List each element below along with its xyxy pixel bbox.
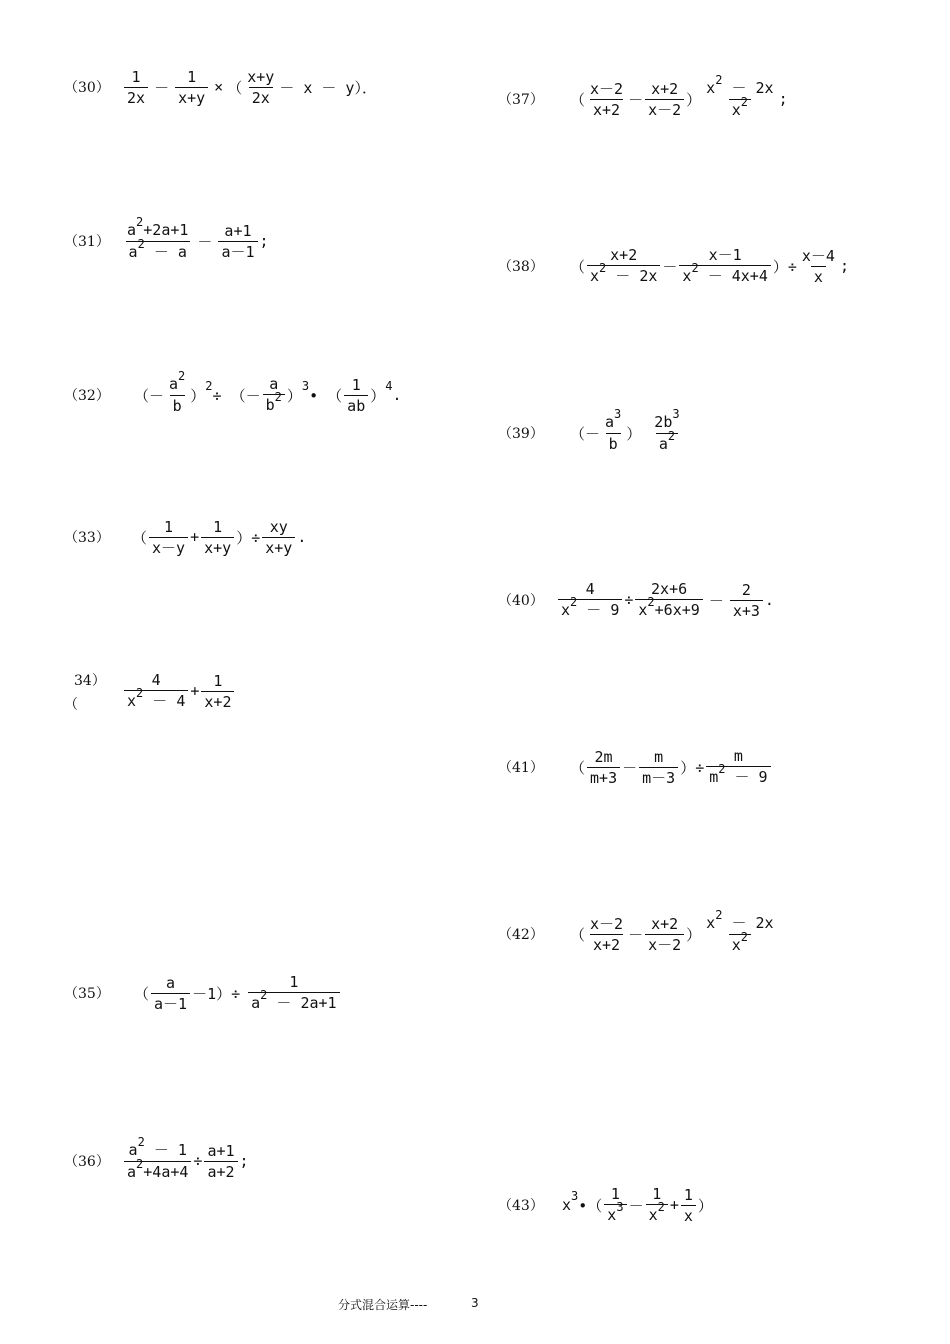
fraction: $\frac{x-2}{x+2}$ (590, 914, 624, 954)
problem-36 (64, 1126, 464, 1196)
fraction: $\frac{a^2 - 1}{a^2+4a+4}$ (124, 1140, 191, 1183)
problem-35 (64, 958, 464, 1028)
problem-expression: （－ $\frac{a^3}{b}$ ） $\frac{2b^3}{a^2}$ (570, 398, 685, 468)
problem-expression: $\frac{a^2+2a+1}{a^2 - a}$ － $\frac{a+1}{a-1}$ ; (122, 206, 269, 276)
problem-number: （30） (64, 80, 110, 96)
problem-number: （32） (64, 388, 110, 404)
fraction: $\frac{x^2 - 2x}{x^2}$ (706, 72, 774, 119)
problem-expression: （ $\frac{2m}{m+3}$ － $\frac{m}{m-3}$ ）÷ $\frac{m}{m^2 - 9}$ (570, 732, 773, 802)
problem-39 (498, 398, 918, 468)
fraction: $\frac{x+y}{2x}$ (247, 67, 275, 107)
fraction: $\frac{1}{x-y}$ (149, 517, 188, 558)
fraction: $\frac{a}{a-1}$ (151, 973, 190, 1014)
footer-title: 分式混合运算---- (338, 1298, 428, 1312)
fraction: $\frac{a^2+2a+1}{a^2 - a}$ (127, 214, 189, 261)
problem-number: （43） (498, 1198, 544, 1214)
problem-40 (498, 565, 918, 635)
fraction: $\frac{xy}{x+y}$ (262, 517, 295, 558)
fraction: $\frac{x-2}{x+2}$ (590, 79, 624, 119)
fraction: $\frac{a}{b^2}$ (263, 374, 285, 416)
fraction: $\frac{x+2}{x-2}$ (645, 914, 684, 955)
fraction: $\frac{2b^3}{a^2}$ (654, 406, 680, 453)
problem-expression: （ $\frac{x-2}{x+2}$ － $\frac{x+2}{x-2}$ ） $\frac{x^2 - 2x}{x^2}$ ; (570, 72, 788, 119)
problem-expression: $\frac{4}{x^2 - 4}$ + $\frac{1}{x+2}$ (122, 656, 236, 726)
problem-number: （35） (64, 986, 110, 1002)
problem-number: （38） (498, 259, 544, 275)
fraction: $\frac{1}{x+y}$ (175, 67, 208, 108)
fraction: $\frac{4}{x^2 - 9}$ (558, 579, 622, 621)
fraction: $\frac{1}{x+y}$ (201, 517, 234, 558)
fraction: $\frac{1}{x+2}$ (201, 671, 234, 712)
fraction: $\frac{2}{x+3}$ (730, 580, 763, 621)
fraction: $\frac{2m}{m+3}$ (587, 747, 620, 788)
fraction: $\frac{2x+6}{x^2+6x+9}$ (635, 579, 702, 621)
problem-30 (64, 52, 464, 122)
problem-34 (64, 656, 464, 726)
problem-41 (498, 732, 918, 802)
problem-38 (498, 231, 918, 301)
problem-31 (64, 206, 464, 276)
problem-number: （ (64, 697, 78, 713)
problem-expression: （ $\frac{x-2}{x+2}$ － $\frac{x+2}{x-2}$ ） $\frac{x^2 - 2x}{x^2}$ (570, 899, 779, 969)
fraction: $\frac{x-4}{x}$ (801, 246, 835, 286)
fraction: $\frac{x^2 - 2x}{x^2}$ (706, 907, 774, 954)
problem-37 (498, 64, 918, 134)
page-footer (0, 1296, 950, 1318)
problem-number: （40） (498, 593, 544, 609)
fraction: $\frac{x+2}{x-2}$ (645, 79, 684, 120)
problem-42 (498, 899, 918, 969)
fraction: $\frac{1}{2x}$ (124, 67, 148, 108)
problem-expression: $\frac{a^2 - 1}{a^2+4a+4}$ ÷ $\frac{a+1}{a+2}$ ; (122, 1126, 249, 1196)
fraction: $\frac{1}{x}$ (681, 1185, 696, 1226)
fraction: $\frac{x+2}{x^2 - 2x}$ (587, 245, 660, 287)
problem-expression: $\frac{1}{2x}$ － $\frac{1}{x+y}$ × （ $\frac{x+y}{2x}$ － x － y）． (122, 52, 377, 122)
fraction: $\frac{1}{x^2}$ (646, 1184, 668, 1226)
problem-expression: x 3 •（ $\frac{1}{x^3}$ － $\frac{1}{x^2}$ + $\frac{1}{x}$ ） (562, 1185, 713, 1225)
problem-33 (64, 502, 464, 572)
fraction: $\frac{1}{ab}$ (344, 375, 368, 416)
fraction: $\frac{m}{m-3}$ (639, 747, 678, 788)
fraction: $\frac{m}{m^2 - 9}$ (706, 746, 770, 788)
problem-expression: （ $\frac{a}{a-1}$ －1）÷ $\frac{1}{a^2 - 2a+1}$ (134, 958, 342, 1028)
problem-expression: （ $\frac{x+2}{x^2 - 2x}$ － $\frac{x-1}{x^2 - 4x+4}$ ）÷ $\frac{x-4}{x}$ ; (570, 246, 849, 286)
fraction: $\frac{a^3}{b}$ (605, 407, 622, 453)
problem-32 (64, 360, 464, 430)
fraction: $\frac{4}{x^2 - 4}$ (124, 670, 188, 712)
problem-number: （41） (498, 760, 544, 776)
fraction: $\frac{a+1}{a-1}$ (218, 221, 257, 262)
problem-number: 34） (74, 673, 106, 689)
fraction: $\frac{x-1}{x^2 - 4x+4}$ (679, 245, 770, 287)
problem-43 (498, 1170, 918, 1240)
problem-expression: （ $\frac{1}{x-y}$ + $\frac{1}{x+y}$ ）÷ $\frac{xy}{x+y}$ . (132, 517, 307, 557)
page-number: 3 (471, 1296, 479, 1310)
problem-number: （31） (64, 234, 110, 250)
fraction: $\frac{1}{a^2 - 2a+1}$ (248, 972, 339, 1014)
fraction: $\frac{a+1}{a+2}$ (204, 1141, 237, 1182)
problem-number: （33） (64, 530, 110, 546)
fraction: $\frac{a^2}{b}$ (169, 369, 186, 415)
problem-expression: （－ $\frac{a^2}{b}$ ） 2 ÷ （－ $\frac{a}{b^2}$ ） 3 • （ $\frac{1}{ab}$ ） 4 . (134, 369, 402, 415)
problem-expression: $\frac{4}{x^2 - 9}$ ÷ $\frac{2x+6}{x^2+6x+9}$ － $\frac{2}{x+3}$ . (556, 565, 774, 635)
problem-number: （37） (498, 92, 544, 108)
problem-number: （36） (64, 1154, 110, 1170)
problem-number: （42） (498, 927, 544, 943)
fraction: $\frac{1}{x^3}$ (604, 1184, 626, 1226)
problem-number: （39） (498, 426, 544, 442)
